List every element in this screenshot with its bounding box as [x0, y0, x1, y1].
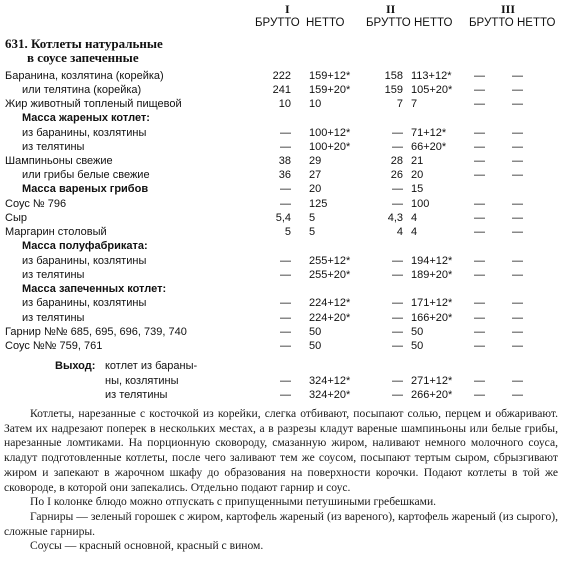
column-i-numeral: I: [285, 2, 290, 16]
cell-ii-netto: 20: [411, 169, 424, 181]
cell-iii-netto: —: [512, 198, 523, 210]
preparation-paragraph: Котлеты, нарезанные с косточкой из корейки, слегка отбивают, посыпают солью, перцем и обжаривают. Затем их надрезают поперек в нескольких местах, а в разрезы кладут вареные шампиньоны или белые грибы, нарезанные ломтиками. На порционную сковороду, смазанную жиром, наливают немного молочного соуса, кладут подготовленные котлеты, после чего заливают тем же соусом, посыпают тертым сыром, сбрызгивают жиром и запекают в жарочном шкафу до образования на поверхности корочки. Подают котлеты в той же сковороде, в которой они запекались. Отдельно подают гарнир и соус.: [4, 407, 558, 494]
ingredient-name: Масса вареных грибов: [22, 183, 149, 195]
cell-iii-netto: —: [512, 70, 523, 82]
cell-i-brutto: 5,4: [275, 212, 291, 224]
ingredient-name: Соус № 796: [5, 198, 67, 210]
output-label: Выход:: [55, 360, 96, 372]
cell-i-netto: 10: [309, 98, 322, 110]
cell-ii-netto: 113+12*: [411, 70, 452, 82]
cell-iii-netto: —: [512, 312, 523, 324]
ingredient-name: из баранины, козлятины: [22, 255, 147, 267]
ingredient-name: из телятины: [22, 141, 85, 153]
cell-ii-brutto: 7: [396, 98, 403, 110]
output-row-veal: [0, 389, 567, 403]
output-line2: ны, козлятины: [105, 375, 179, 387]
ingredient-name: из баранины, козлятины: [22, 127, 147, 139]
table-row: [0, 212, 567, 226]
cell-iii-netto: —: [512, 84, 523, 96]
table-row: [0, 155, 567, 169]
ingredient-name: Маргарин столовый: [5, 226, 107, 238]
cell-i-netto: 5: [309, 226, 316, 238]
cell-i-netto: 224+12*: [309, 297, 351, 309]
cell-i-brutto: —: [280, 297, 291, 309]
column-iii-netto-label: НЕТТО: [517, 17, 556, 29]
cell-i-brutto: 10: [278, 98, 291, 110]
ingredient-name: из телятины: [22, 269, 85, 281]
output-veal-i-brutto: —: [280, 389, 291, 401]
cell-iii-netto: —: [512, 212, 523, 224]
cell-iii-netto: —: [512, 169, 523, 181]
table-row: [0, 226, 567, 240]
cell-i-netto: 255+12*: [309, 255, 351, 267]
cell-iii-brutto: —: [474, 155, 485, 167]
cell-i-netto: 27: [309, 169, 322, 181]
cell-i-netto: 224+20*: [309, 312, 351, 324]
table-row: [0, 255, 567, 269]
cell-ii-brutto: —: [392, 127, 403, 139]
cell-ii-netto: 50: [411, 340, 424, 352]
table-row: [0, 326, 567, 340]
cell-iii-netto: —: [512, 326, 523, 338]
cell-ii-brutto: —: [392, 297, 403, 309]
table-row: [0, 340, 567, 354]
cell-ii-brutto: 4: [396, 226, 403, 238]
cell-i-brutto: 241: [272, 84, 291, 96]
output-lamb-ii-brutto: —: [392, 375, 403, 387]
cell-iii-brutto: —: [474, 340, 485, 352]
cell-ii-brutto: 28: [390, 155, 403, 167]
cell-i-brutto: —: [280, 127, 291, 139]
cell-i-netto: 50: [309, 326, 322, 338]
column-ii-netto-label: НЕТТО: [414, 17, 453, 29]
ingredient-name: Соус №№ 759, 761: [5, 340, 103, 352]
output-lamb-i-netto: 324+12*: [309, 375, 351, 387]
cell-iii-netto: —: [512, 226, 523, 238]
garnish-paragraph: Гарниры — зеленый горошек с жиром, картофель жареный (из вареного), картофель жареный (из сырого), сложные гарниры.: [4, 509, 558, 538]
cell-ii-netto: 4: [411, 212, 418, 224]
cell-ii-brutto: —: [392, 340, 403, 352]
table-row: [0, 169, 567, 183]
cell-ii-netto: 66+20*: [411, 141, 447, 153]
cell-ii-netto: 15: [411, 183, 424, 195]
cell-i-brutto: 5: [284, 226, 291, 238]
cell-i-brutto: 222: [272, 70, 291, 82]
cell-iii-brutto: —: [474, 127, 485, 139]
cell-ii-brutto: —: [392, 326, 403, 338]
table-row: [0, 84, 567, 98]
cell-ii-netto: 100: [411, 198, 430, 210]
cell-ii-brutto: —: [392, 141, 403, 153]
cell-iii-brutto: —: [474, 84, 485, 96]
column-i-netto-label: НЕТТО: [306, 17, 345, 29]
table-row: [0, 297, 567, 311]
cell-i-brutto: —: [280, 198, 291, 210]
ingredient-name: Масса жареных котлет:: [22, 112, 150, 124]
cell-iii-netto: —: [512, 141, 523, 153]
cell-iii-netto: —: [512, 340, 523, 352]
cell-ii-netto: 171+12*: [411, 297, 453, 309]
ingredient-name: Жир животный топленый пищевой: [5, 98, 182, 110]
cell-ii-netto: 4: [411, 226, 418, 238]
recipe-title-line2: в соусе запеченные: [27, 50, 139, 65]
cell-iii-netto: —: [512, 98, 523, 110]
cell-iii-netto: —: [512, 155, 523, 167]
table-row: [0, 112, 567, 126]
cell-iii-brutto: —: [474, 326, 485, 338]
output-veal-iii-netto: —: [512, 389, 523, 401]
column-iii-brutto-label: БРУТТО: [469, 17, 514, 29]
cell-ii-netto: 105+20*: [411, 84, 453, 96]
table-row: [0, 283, 567, 297]
output-lamb-i-brutto: —: [280, 375, 291, 387]
cell-ii-netto: 71+12*: [411, 127, 447, 139]
output-veal-ii-brutto: —: [392, 389, 403, 401]
output-line3: из телятины: [105, 389, 168, 401]
serving-note-paragraph: По I колонке блюдо можно отпускать с припущенными петушиными гребешками.: [30, 495, 437, 509]
table-row: [0, 141, 567, 155]
cell-iii-brutto: —: [474, 198, 485, 210]
cell-iii-netto: —: [512, 255, 523, 267]
sauce-paragraph: Соусы — красный основной, красный с вином.: [30, 539, 264, 553]
cell-iii-netto: —: [512, 297, 523, 309]
ingredient-name: или телятина (корейка): [22, 84, 142, 96]
table-row: [0, 198, 567, 212]
output-lamb-ii-netto: 271+12*: [411, 375, 453, 387]
column-ii-numeral: II: [386, 2, 396, 16]
cell-iii-brutto: —: [474, 269, 485, 281]
cell-ii-brutto: 26: [390, 169, 403, 181]
cell-i-netto: 20: [309, 183, 322, 195]
cell-ii-netto: 7: [411, 98, 418, 110]
cell-iii-brutto: —: [474, 312, 485, 324]
cell-iii-brutto: —: [474, 297, 485, 309]
ingredient-name: Сыр: [5, 212, 27, 224]
cell-iii-netto: —: [512, 269, 523, 281]
cell-iii-brutto: —: [474, 70, 485, 82]
cell-i-netto: 100+20*: [309, 141, 351, 153]
cell-i-netto: 29: [309, 155, 322, 167]
cell-iii-brutto: —: [474, 226, 485, 238]
ingredient-name: Шампиньоны свежие: [5, 155, 113, 167]
cell-ii-brutto: —: [392, 269, 403, 281]
ingredient-name: из телятины: [22, 312, 85, 324]
ingredient-name: Баранина, козлятина (корейка): [5, 70, 164, 82]
cell-ii-netto: 194+12*: [411, 255, 453, 267]
cell-i-brutto: —: [280, 255, 291, 267]
output-veal-ii-netto: 266+20*: [411, 389, 453, 401]
output-lamb-iii-netto: —: [512, 375, 523, 387]
cell-iii-netto: —: [512, 127, 523, 139]
cell-i-netto: 125: [309, 198, 328, 210]
table-row: [0, 312, 567, 326]
cell-iii-brutto: —: [474, 169, 485, 181]
cell-i-netto: 50: [309, 340, 322, 352]
output-veal-i-netto: 324+20*: [309, 389, 351, 401]
column-ii-brutto-label: БРУТТО: [366, 17, 411, 29]
cell-i-netto: 255+20*: [309, 269, 351, 281]
column-i-brutto-label: БРУТТО: [255, 17, 300, 29]
cell-i-brutto: —: [280, 312, 291, 324]
table-row: [0, 240, 567, 254]
ingredient-name: Масса полуфабриката:: [22, 240, 148, 252]
output-veal-iii-brutto: —: [474, 389, 485, 401]
cell-ii-netto: 166+20*: [411, 312, 453, 324]
column-iii-numeral: III: [501, 2, 516, 16]
cell-i-netto: 5: [309, 212, 316, 224]
cell-i-brutto: —: [280, 340, 291, 352]
output-lamb-iii-brutto: —: [474, 375, 485, 387]
cell-ii-brutto: —: [392, 183, 403, 195]
output-row-lamb: [0, 375, 567, 389]
table-row: [0, 70, 567, 84]
cell-i-brutto: —: [280, 326, 291, 338]
ingredient-name: или грибы белые свежие: [22, 169, 150, 181]
cell-ii-brutto: 159: [384, 84, 403, 96]
cell-ii-netto: 21: [411, 155, 424, 167]
cell-iii-brutto: —: [474, 98, 485, 110]
table-row: [0, 127, 567, 141]
recipe-description: [4, 407, 558, 554]
recipe-title-line1: 631. Котлеты натуральные: [5, 36, 163, 51]
cell-ii-netto: 50: [411, 326, 424, 338]
cell-iii-brutto: —: [474, 255, 485, 267]
ingredient-name: из баранины, козлятины: [22, 297, 147, 309]
cell-ii-brutto: —: [392, 312, 403, 324]
cell-ii-brutto: 4,3: [387, 212, 403, 224]
cell-ii-netto: 189+20*: [411, 269, 453, 281]
cell-i-netto: 159+12*: [309, 70, 351, 82]
ingredient-name: Гарнир №№ 685, 695, 696, 739, 740: [5, 326, 187, 338]
cell-i-brutto: 36: [278, 169, 291, 181]
column-header: [0, 0, 567, 36]
cell-i-netto: 100+12*: [309, 127, 351, 139]
cell-iii-brutto: —: [474, 212, 485, 224]
cell-i-brutto: —: [280, 141, 291, 153]
cell-i-brutto: —: [280, 269, 291, 281]
cell-iii-brutto: —: [474, 141, 485, 153]
cell-i-netto: 159+20*: [309, 84, 351, 96]
cell-ii-brutto: —: [392, 255, 403, 267]
table-row: [0, 269, 567, 283]
table-row: [0, 98, 567, 112]
output-line1: котлет из бараны-: [105, 360, 198, 372]
table-row: [0, 183, 567, 197]
cell-ii-brutto: —: [392, 198, 403, 210]
cell-ii-brutto: 158: [384, 70, 403, 82]
cell-i-brutto: —: [280, 183, 291, 195]
ingredient-name: Масса запеченных котлет:: [22, 283, 167, 295]
cell-i-brutto: 38: [278, 155, 291, 167]
